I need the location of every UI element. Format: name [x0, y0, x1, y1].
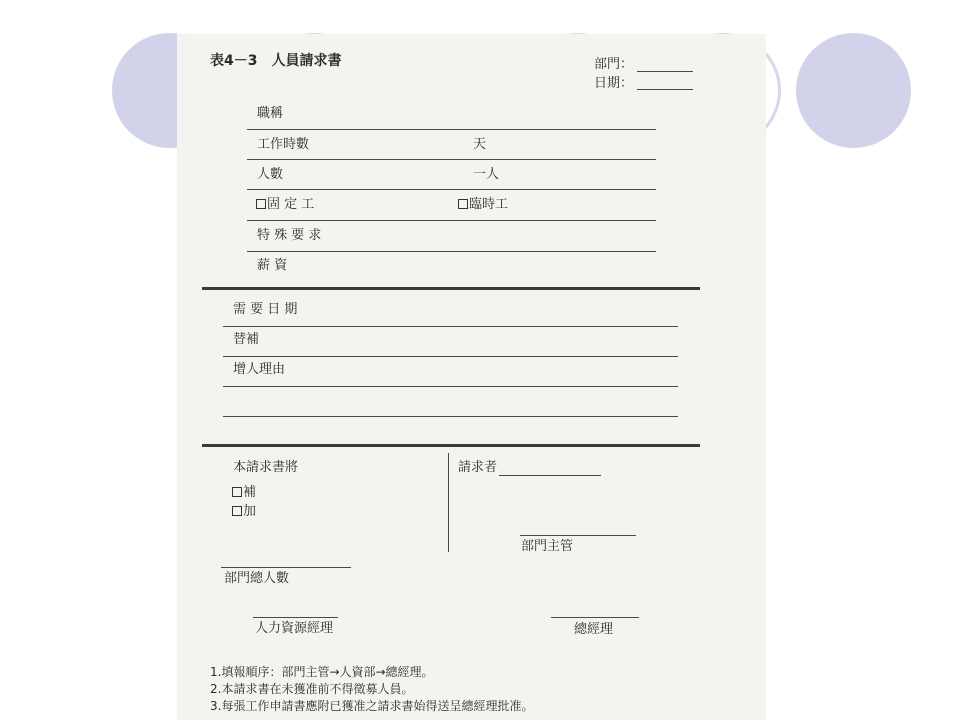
row-line — [223, 356, 678, 357]
row-line — [223, 416, 678, 417]
replace-option — [232, 485, 256, 501]
section-divider — [202, 444, 700, 447]
headcount-label: 人數 — [257, 167, 284, 182]
row-line — [247, 251, 656, 252]
checkbox-icon — [256, 199, 266, 209]
job-title-label: 職稱 — [257, 106, 284, 121]
row-line — [247, 159, 656, 160]
permanent-label: 固 定 工 — [267, 197, 315, 212]
note-item: 1.填報順序：部門主管→人資部→總經理。 — [210, 665, 434, 679]
general-manager-label: 總經理 — [574, 622, 614, 637]
replace-option-label: 補 — [243, 485, 257, 500]
requester-line — [499, 475, 601, 476]
date-needed-label: 需 要 日 期 — [233, 302, 298, 317]
headcount-unit: 一人 — [473, 167, 500, 182]
general-manager-line — [551, 617, 639, 618]
decorative-circle-5 — [796, 33, 911, 148]
row-line — [247, 129, 656, 130]
temporary-label: 臨時工 — [469, 197, 509, 212]
special-requirements-label: 特 殊 要 求 — [257, 228, 322, 243]
permanent-option — [256, 197, 314, 213]
work-hours-unit: 天 — [473, 137, 487, 152]
section-divider — [202, 287, 700, 290]
dept-head-label: 部門主管 — [521, 539, 574, 554]
checkbox-icon — [232, 487, 242, 497]
date-line — [637, 89, 693, 90]
temporary-option — [458, 197, 508, 213]
add-option — [232, 504, 256, 520]
salary-label: 薪 資 — [257, 258, 288, 273]
work-hours-label: 工作時數 — [257, 137, 310, 152]
checkbox-icon — [232, 506, 242, 516]
request-will-label: 本請求書將 — [233, 460, 299, 475]
row-line — [223, 386, 678, 387]
scanned-form — [177, 34, 766, 720]
add-option-label: 加 — [243, 504, 257, 519]
department-line — [637, 71, 693, 72]
department-label: 部門： — [594, 57, 634, 72]
requester-label: 請求者 — [458, 460, 498, 475]
date-label: 日期： — [594, 76, 634, 91]
section-vertical-divider — [448, 453, 449, 552]
hr-manager-line — [253, 617, 338, 618]
form-title: 表4－3 人員請求書 — [210, 53, 342, 69]
row-line — [247, 189, 656, 190]
row-line — [223, 326, 678, 327]
checkbox-icon — [458, 199, 468, 209]
replacement-label: 替補 — [233, 332, 260, 347]
dept-total-label: 部門總人數 — [224, 571, 290, 586]
note-item: 3.每張工作申請書應附已獲准之請求書始得送呈總經理批准。 — [210, 699, 534, 713]
addition-reason-label: 增人理由 — [233, 362, 286, 377]
dept-head-line — [520, 535, 636, 536]
row-line — [247, 220, 656, 221]
dept-total-line — [221, 567, 351, 568]
note-item: 2.本請求書在未獲准前不得徵募人員。 — [210, 682, 414, 696]
hr-manager-label: 人力資源經理 — [255, 621, 334, 636]
